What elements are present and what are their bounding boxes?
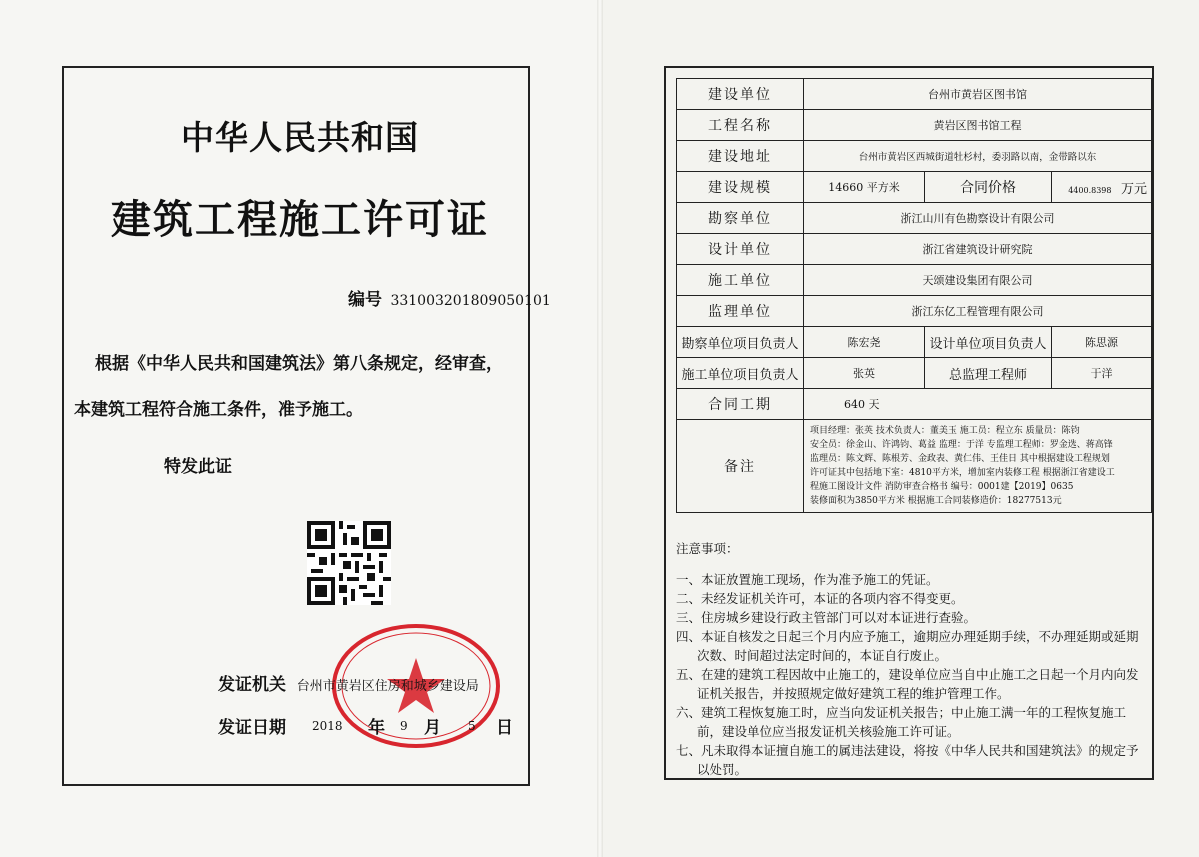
qr-code-icon [306,521,392,605]
permit-number-value: 331003201809050101 [390,293,551,309]
issue-date-row [218,713,513,738]
builder-unit-label: 施工单位 [677,265,804,296]
note-item: 五、在建的建筑工程因故中止施工的，建设单位应当自中止施工之日起一个月内向发 [676,668,1139,682]
issue-date-label: 发证日期 [218,718,286,738]
notes-section [676,540,1146,780]
design-unit-label: 设计单位 [677,234,804,265]
contract-price-value: 4400.8398 [1068,185,1112,195]
supervisor-unit-value: 浙江东亿工程管理有限公司 [804,296,1152,327]
note-item: 前，建设单位应当报发证机关核验施工许可证。 [697,725,960,739]
note-item: 七、凡未取得本证擅自施工的属违法建设，将按《中华人民共和国建筑法》的规定予 [676,744,1139,758]
table-row [677,358,1152,389]
chief-supervisor-label: 总监理工程师 [925,358,1052,389]
contract-price-unit: 万元 [1120,181,1147,197]
builder-lead-value: 张英 [804,358,925,389]
note-item: 证机关报告，并按照规定做好建筑工程的维护管理工作。 [697,687,1010,701]
note-item: 六、建筑工程恢复施工时，应当向发证机关报告；中止施工满一年的工程恢复施工 [676,706,1127,720]
country-title: 中华人民共和国 [181,118,419,157]
table-row [677,327,1152,358]
project-name-label: 工程名称 [677,110,804,141]
note-item: 以处罚。 [697,763,748,777]
address-value: 台州市黄岩区西城街道牡杉村，委羽路以南，金带路以东 [804,141,1152,172]
table-row [677,110,1152,141]
table-row [677,203,1152,234]
issue-date-month: 9 [400,719,408,733]
remark-line: 安全员：徐金山、许鸿钧、葛益 监理：于洋 专监理工程师：罗金选、蒋高锋 [810,440,1113,450]
design-unit-value: 浙江省建筑设计研究院 [804,234,1152,265]
permit-number-row [348,285,551,310]
table-row [677,265,1152,296]
issue-date-year-unit: 年 [368,718,385,738]
design-lead-value: 陈思源 [1052,327,1152,358]
issuer-value: 台州市黄岩区住房和城乡建设局 [296,679,479,694]
remark-value [804,420,1152,513]
remark-line: 监理员：陈文辉、陈根芳、金政表、黄仁伟、王佳日 其中根据建设工程规划 [810,454,1110,464]
remark-line: 许可证其中包括地下室：4810平方米，增加室内装修工程 根据浙江省建设工 [810,468,1115,478]
address-label: 建设地址 [677,141,804,172]
remark-label: 备注 [677,420,804,513]
note-item: 二、未经发证机关许可，本证的各项内容不得变更。 [676,592,964,606]
period-label: 合同工期 [677,389,804,420]
scale-value: 14660 平方米 [804,172,925,203]
survey-lead-value: 陈宏尧 [804,327,925,358]
permit-info-table [676,78,1152,513]
notes-heading: 注意事项： [676,542,739,556]
table-row [677,420,1152,513]
permit-text-line2: 本建筑工程符合施工条件，准予施工。 [74,400,363,420]
chief-supervisor-value: 于洋 [1052,358,1152,389]
table-row [677,172,1152,203]
survey-lead-label: 勘察单位项目负责人 [677,327,804,358]
supervisor-unit-label: 监理单位 [677,296,804,327]
note-item: 四、本证自核发之日起三个月内应予施工，逾期应办理延期手续，不办理延期或延期 [676,630,1139,644]
remark-line: 项目经理：张英 技术负责人：董美玉 施工员：程立东 质量员：陈钧 [810,426,1080,436]
survey-unit-label: 勘察单位 [677,203,804,234]
construction-unit-label: 建设单位 [677,79,804,110]
design-lead-label: 设计单位项目负责人 [925,327,1052,358]
period-value: 640 天 [804,389,1152,420]
issuer-row [218,670,479,695]
survey-unit-value: 浙江山川有色勘察设计有限公司 [804,203,1152,234]
note-item: 三、住房城乡建设行政主管部门可以对本证进行查验。 [676,611,977,625]
note-item: 一、本证放置施工现场，作为准予施工的凭证。 [676,573,939,587]
builder-lead-label: 施工单位项目负责人 [677,358,804,389]
remark-line: 程施工图设计文件 消防审查合格书 编号：0001建【2019】0635 [810,482,1074,492]
builder-unit-value: 天颂建设集团有限公司 [804,265,1152,296]
issue-date-day: 5 [468,719,476,733]
table-row [677,79,1152,110]
issue-date-day-unit: 日 [496,718,513,738]
issue-date-year: 2018 [312,719,343,733]
note-item: 次数、时间超过法定时间的，本证自行废止。 [697,649,948,663]
table-row [677,141,1152,172]
project-name-value: 黄岩区图书馆工程 [804,110,1152,141]
table-row [677,234,1152,265]
issue-date-month-unit: 月 [424,718,441,738]
permit-title: 建筑工程施工许可证 [111,197,489,243]
contract-price-cell [1052,172,1152,203]
contract-price-label: 合同价格 [925,172,1052,203]
issuer-label: 发证机关 [218,675,286,695]
permit-text-line1: 根据《中华人民共和国建筑法》第八条规定，经审查， [95,354,503,374]
table-row [677,296,1152,327]
table-row [677,389,1152,420]
special-issue-text: 特发此证 [164,457,232,477]
construction-unit-value: 台州市黄岩区图书馆 [804,79,1152,110]
permit-number-label: 编号 [348,290,382,310]
remark-line: 装修面积为3850平方米 根据施工合同装修造价：18277513元 [810,496,1062,506]
scale-label: 建设规模 [677,172,804,203]
